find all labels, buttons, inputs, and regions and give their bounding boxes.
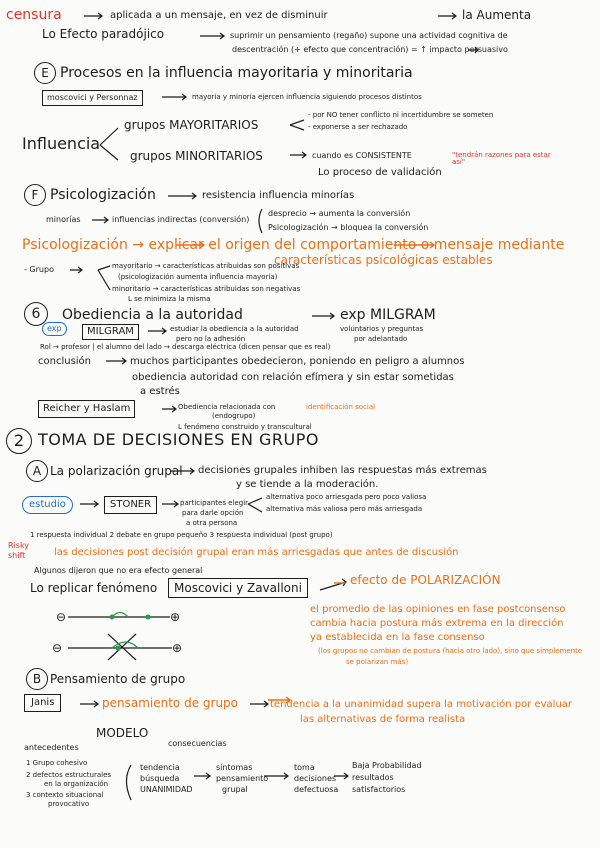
milgram-right-1: voluntarios y preguntas (340, 325, 424, 333)
moscovici-zavalloni-box: Moscovici y Zavalloni (168, 578, 308, 598)
consecuencias-label: consecuencias (168, 739, 227, 748)
minorias-text: influencias indirectas (conversión) (112, 215, 250, 224)
reicher-text: Obediencia relacionada con (178, 403, 276, 411)
plus-icon-top: ⊕ (170, 610, 181, 624)
polarizacion-note-1: (los grupos no cambian de postura (hacia otro lado), sino que simplemente (318, 647, 583, 655)
section-e-title: Procesos en la influencia mayoritaria y minoritaria (60, 65, 413, 81)
efecto-text-1: suprimir un pensamiento (regaño) supone una actividad cognitiva de (230, 31, 508, 40)
grupo-label: - Grupo (24, 265, 54, 274)
stoner-mid-2: para darle opción (182, 509, 244, 517)
exp-milgram-title: exp MILGRAM (340, 307, 436, 323)
section-b-marker: B (26, 668, 48, 690)
polarizacion-text-2: y se tiende a la moderación. (236, 479, 379, 490)
col2-line-a: síntomas (216, 763, 253, 772)
section-b-title: Pensamiento de grupo (50, 672, 186, 686)
shift-label: shift (8, 551, 26, 560)
algunos-text: Algunos dijeron que no era efecto general (34, 566, 203, 575)
conclusion-text-2: obediencia autoridad con relación efímera y sin estar sometidas (132, 372, 454, 383)
risky-label: Risky (8, 541, 30, 550)
section-6-title: Obediencia a la autoridad (62, 307, 243, 323)
exp-badge: exp (42, 322, 67, 336)
mayoritarios-a: - por NO tener conflicto ni incertidumbre se someten (308, 111, 494, 119)
polarizacion-def-2: cambia hacia postura más extrema en la dirección (310, 618, 564, 629)
col1-line-a: tendencia (140, 763, 180, 772)
minoritarios-text: cuando es CONSISTENTE (312, 151, 412, 160)
col3-line-a: toma (294, 763, 315, 772)
polarizacion-note-2: se polarizan más) (346, 658, 409, 666)
efecto-paradojico-label: Lo Efecto paradójico (42, 27, 165, 41)
section-f-title: Psicologización (50, 187, 156, 203)
minus-icon-top: ⊖ (56, 610, 67, 624)
censura-title: censura (6, 7, 62, 23)
conclusion-label: conclusión (38, 356, 92, 367)
stoner-box: STONER (104, 496, 157, 514)
section-a-title: La polarización grupal (50, 464, 183, 478)
estudio-badge: estudio (22, 496, 73, 514)
modelo-label: MODELO (96, 726, 149, 740)
efecto-text-2: descentración (+ efecto que concentración) = ↑ impacto persuasivo (232, 45, 508, 54)
conclusion-text-3: a estrés (140, 386, 180, 397)
reicher-fenomeno: L fenómeno construido y transcultural (178, 423, 312, 431)
mayoritarios-b: - exponerse a ser rechazado (308, 123, 408, 131)
janis-box: Janis (24, 694, 61, 712)
reicher-haslam-box: Reicher y Haslam (38, 400, 135, 418)
grupo-minoritario-2: L se minimiza la misma (128, 295, 211, 303)
janis-text-2: las alternativas de forma realista (300, 714, 466, 725)
conclusion-text-1: muchos participantes obedecieron, poniendo en peligro a alumnos (130, 356, 465, 367)
risky-shift-text: las decisiones post decisión grupal eran más arriesgadas que antes de discusión (54, 547, 459, 558)
col2-line-c: grupal (222, 785, 248, 794)
milgram-text-2: pero no la adhesión (176, 335, 246, 343)
antecedente-1: 1 Grupo cohesivo (26, 759, 88, 767)
stoner-right-2: alternativa más valiosa pero más arriesgada (266, 505, 423, 513)
minus-icon-bottom: ⊖ (52, 641, 63, 655)
section-6-marker: 6 (24, 302, 48, 326)
antecedente-2a: 2 defectos estructurales (26, 771, 112, 779)
janis-pensamiento: pensamiento de grupo (102, 696, 239, 710)
section-a-marker: A (26, 460, 48, 482)
milgram-right-2: por adelantado (354, 335, 408, 343)
grupos-mayoritarios: grupos MAYORITARIOS (124, 118, 259, 132)
col1-line-b: búsqueda (140, 774, 180, 783)
psicologizacion-definition-2: características psicológicas estables (274, 253, 493, 267)
brace-psicologizacion: Psicologización → bloquea la conversión (268, 223, 429, 232)
col4-line-a: Baja Probabilidad (352, 761, 422, 770)
stoner-right-1: alternativa poco arriesgada pero poco valiosa (266, 493, 427, 501)
antecedente-2b: en la organización (44, 780, 109, 788)
grupos-minoritarios: grupos MINORITARIOS (130, 149, 263, 163)
replicar-text: Lo replicar fenómeno (30, 581, 158, 595)
col1-line-c: UNANIMIDAD (140, 785, 193, 794)
stoner-steps: 1 respuesta individual 2 debate en grupo pequeño 3 respuesta individual (post grupo) (30, 531, 333, 539)
col3-line-b: decisiones (294, 774, 337, 783)
minoritarios-red-note: "tendrán razones para estar así" (452, 151, 551, 166)
col2-line-b: pensamiento (216, 774, 269, 783)
proceso-validacion: Lo proceso de validación (318, 167, 442, 178)
moscovici-personnaz-box: moscovici y Personnaz (42, 90, 143, 106)
milgram-text-1: estudiar la obediencia a la autoridad (170, 325, 299, 333)
grupo-mayoritario-2: (psicologización aumenta influencia mayoría) (118, 273, 278, 281)
janis-text-1: tendencia a la unanimidad supera la motivación por evaluar (270, 699, 573, 710)
stoner-mid-1: participantes elegir (180, 499, 249, 507)
antecedente-3b: provocativo (48, 800, 90, 808)
milgram-box: MILGRAM (82, 324, 139, 340)
psicologizacion-definition-1: Psicologización → explicar el origen del comportamiento o mensaje mediante (22, 237, 565, 253)
brace-desprecio: desprecio → aumenta la conversión (268, 209, 411, 218)
col4-line-b: resultados (352, 773, 394, 782)
grupo-mayoritario-1: mayoritario → características atribuidas son positivas (112, 262, 300, 270)
section-e-marker: E (34, 62, 56, 84)
minorias-label: minorías (46, 215, 81, 224)
col4-line-c: satisfactorios (352, 785, 406, 794)
censura-text: aplicada a un mensaje, en vez de disminuir (110, 10, 328, 21)
section-2-marker: 2 (6, 428, 32, 454)
reicher-endogrupo: (endogrupo) (212, 412, 256, 420)
antecedentes-label: antecedentes (24, 743, 79, 752)
antecedente-3a: 3 contexto situacional (26, 791, 104, 799)
section-2-title: TOMA DE DECISIONES EN GRUPO (38, 430, 319, 449)
polarizacion-def-3: ya establecida en la fase consenso (310, 632, 485, 643)
grupo-minoritario-1: minoritario → características atribuidas son negativas (112, 285, 301, 293)
efecto-polarizacion: efecto de POLARIZACIÓN (350, 573, 501, 587)
section-f-marker: F (24, 184, 46, 206)
influencia-label: Influencia (22, 134, 101, 153)
polarizacion-text-1: decisiones grupales inhiben las respuestas más extremas (198, 465, 487, 476)
moscovici-text: mayoría y minoría ejercen influencia siguiendo procesos distintos (192, 93, 422, 101)
polarizacion-def-1: el promedio de las opiniones en fase postconsenso (310, 604, 566, 615)
section-f-title-text: resistencia influencia minorías (202, 190, 355, 201)
reicher-identificacion: identificación social (306, 403, 376, 411)
aumenta-text: la Aumenta (462, 8, 532, 22)
col3-line-c: defectuosa (294, 785, 339, 794)
plus-icon-bottom: ⊕ (172, 641, 183, 655)
stoner-mid-3: a otra persona (186, 519, 238, 527)
milgram-role-line: Rol → profesor | el alumno del lado → descarga eléctrica (dicen pensar que es real) (40, 343, 331, 351)
